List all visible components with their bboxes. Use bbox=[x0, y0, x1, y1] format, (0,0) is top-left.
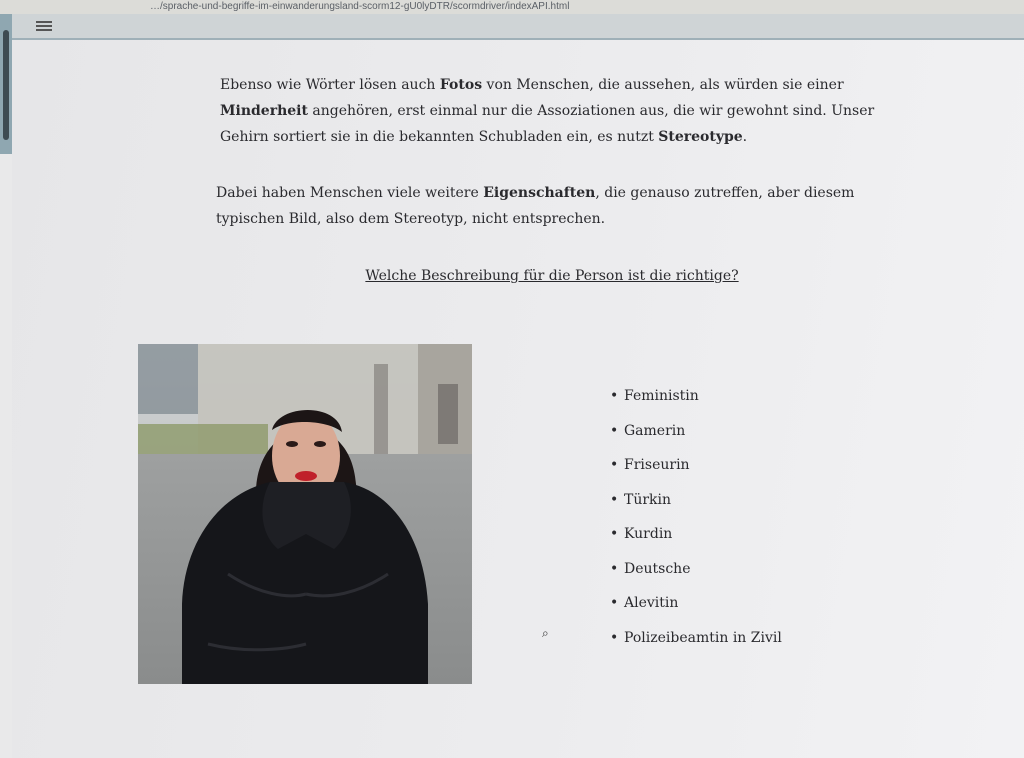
bold-term: Minderheit bbox=[220, 103, 308, 119]
list-item: • Feministin bbox=[610, 382, 782, 417]
magnifier-cursor-icon: ⌕ bbox=[542, 626, 549, 640]
text-run: . bbox=[742, 129, 748, 145]
text-run: angehören, erst einmal nur die Assoziationen aus, die wir gewohnt sind. Unser Gehirn sortiert sie in die bekannten Schubladen ein, es nutzt bbox=[220, 103, 875, 145]
scrollbar-thumb[interactable] bbox=[3, 30, 9, 140]
bold-term: Eigenschaften bbox=[483, 185, 596, 201]
hamburger-menu-icon[interactable] bbox=[36, 21, 52, 31]
list-item: • Deutsche bbox=[610, 555, 782, 590]
question-heading: Welche Beschreibung für die Person ist die richtige? bbox=[365, 268, 739, 284]
text-run: , die genauso zutreffen, aber diesem typischen Bild, also dem Stereotyp, nicht entsprechen. bbox=[216, 185, 855, 227]
list-item: • Türkin bbox=[610, 486, 782, 521]
list-item: • Alevitin bbox=[610, 589, 782, 624]
lesson-content bbox=[12, 40, 1024, 758]
person-photo bbox=[138, 344, 472, 684]
address-bar[interactable] bbox=[0, 0, 1024, 15]
description-list bbox=[610, 382, 782, 658]
properties-paragraph bbox=[216, 180, 866, 232]
bold-term: Stereotype bbox=[658, 129, 743, 145]
text-run: Ebenso wie Wörter lösen auch bbox=[220, 77, 440, 93]
intro-paragraph bbox=[220, 72, 880, 150]
scrollbar[interactable] bbox=[0, 14, 12, 154]
text-run: Dabei haben Menschen viele weitere bbox=[216, 185, 484, 201]
bold-term: Fotos bbox=[439, 77, 483, 93]
list-item: • Friseurin bbox=[610, 451, 782, 486]
url-text: …/sprache-und-begriffe-im-einwanderungsland-scorm12-gU0lyDTR/scormdriver/indexAPI.html bbox=[150, 1, 570, 12]
text-run: von Menschen, die aussehen, als würden sie einer bbox=[482, 77, 844, 93]
list-item: • Kurdin bbox=[610, 520, 782, 555]
list-item: • Polizeibeamtin in Zivil bbox=[610, 624, 782, 659]
player-toolbar bbox=[0, 14, 1024, 40]
list-item: • Gamerin bbox=[610, 417, 782, 452]
